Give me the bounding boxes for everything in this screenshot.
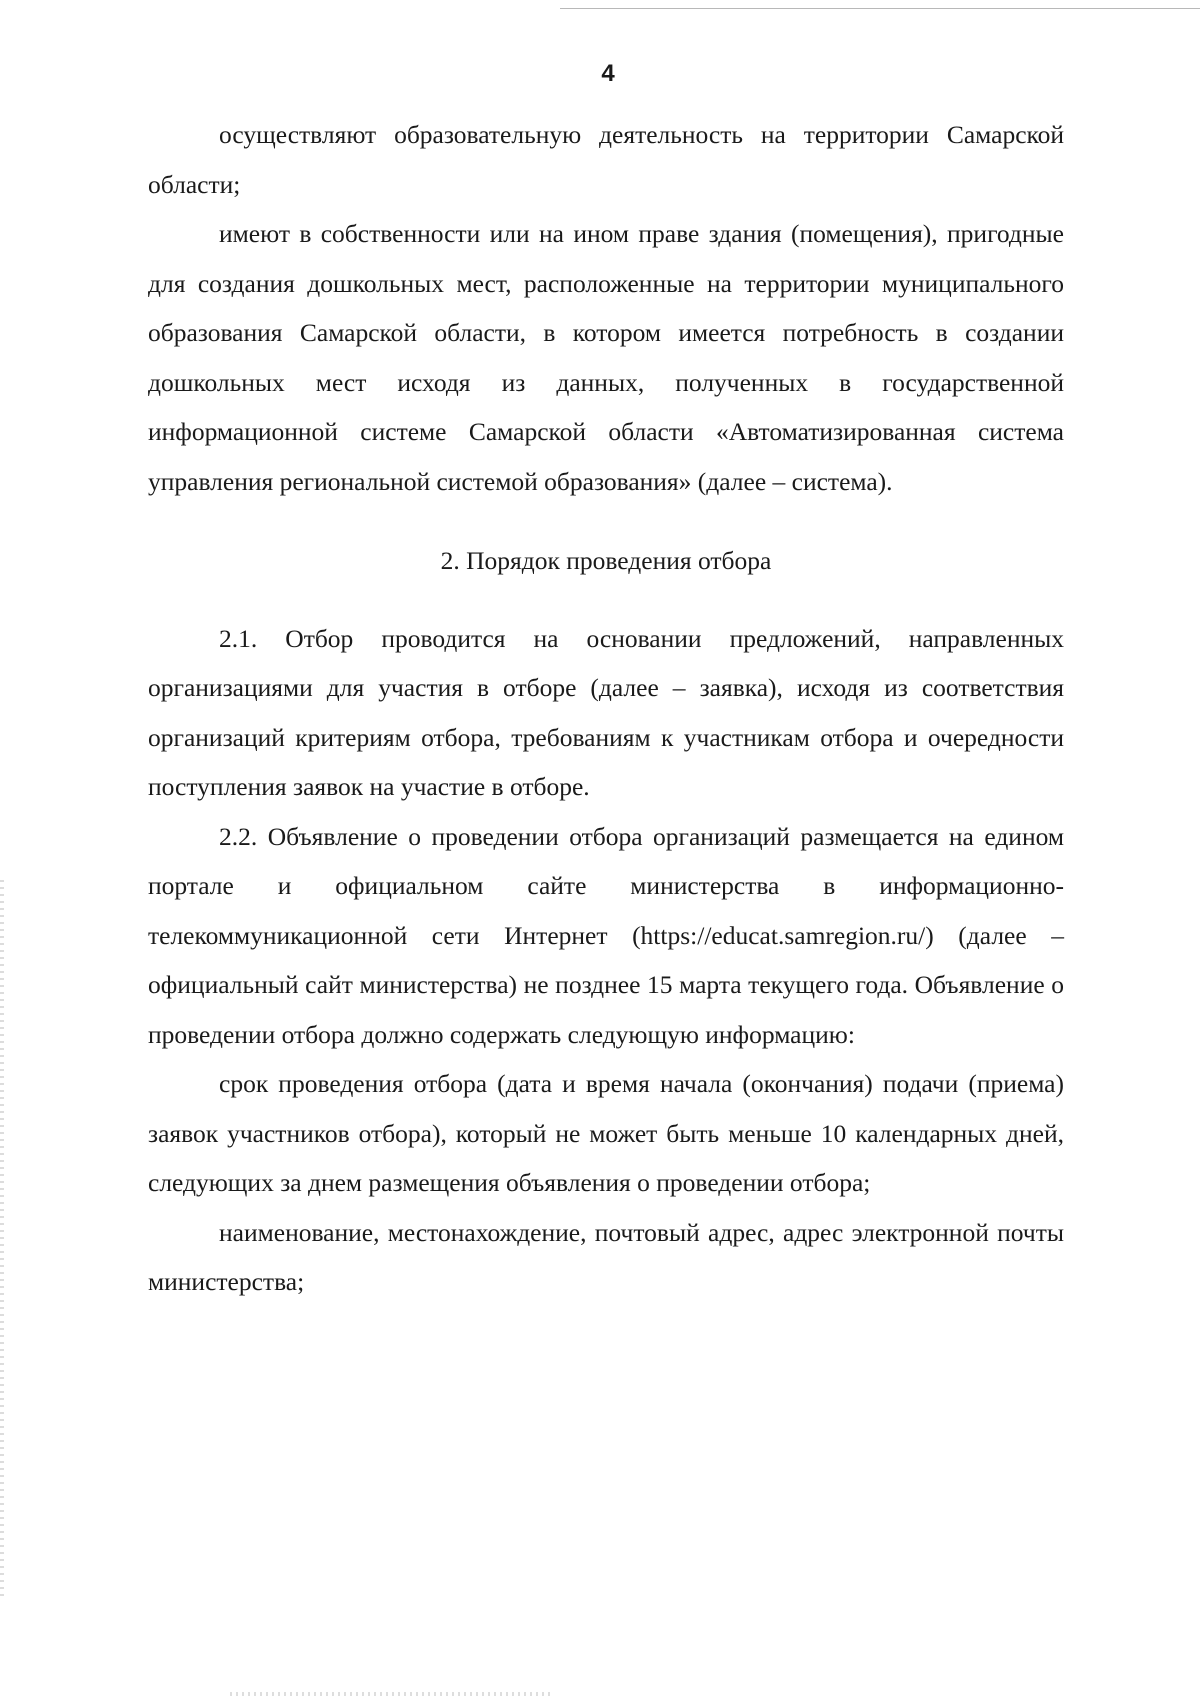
paragraph-2-1: 2.1. Отбор проводится на основании предложений, направленных организациями для участия в отборе (далее – заявка), исходя из соответствия организаций критериям отбора, требованиям к участникам отбора и очередности поступления заявок на участие в отборе.	[148, 623, 1064, 801]
scan-artifact-left-edge	[0, 880, 4, 1600]
paragraph-deadline: срок проведения отбора (дата и время начала (окончания) подачи (приема) заявок участников отбора), который не может быть меньше 10 календарных дней, следующих за днем размещения объявления о проведении отбора;	[148, 1069, 1064, 1197]
paragraph-2-2: 2.2. Объявление о проведении отбора организаций размещается на едином портале и официальном сайте министерства в информационно-телекоммуникационной сети Интернет (https://educat.samregion.ru/) (далее – официальный сайт министерства) не позднее 15 марта текущего года. Объявление о проведении отбора должно содержать следующую информацию:	[148, 821, 1064, 1049]
paragraph-intro-2: имеют в собственности или на ином праве здания (помещения), пригодные для создания дошкольных мест, расположенные на территории муниципального образования Самарской области, в котором имеется потребность в создании дошкольных мест исходя из данных, полученных в государственной информационной системе Самарской области «Автоматизированная система управления региональной системой образования» (далее – система).	[148, 219, 1064, 496]
paragraph-contacts: наименование, местонахождение, почтовый адрес, адрес электронной почты министерства;	[148, 1217, 1064, 1296]
paragraph-intro-1: осуществляют образовательную деятельность на территории Самарской области;	[148, 120, 1064, 199]
scan-artifact-top-line	[560, 8, 1200, 9]
section-heading: 2. Порядок проведения отбора	[440, 546, 772, 575]
scan-artifact-bottom-noise	[230, 1692, 550, 1696]
document-body	[148, 110, 1064, 1307]
page-number: 4	[601, 60, 615, 87]
